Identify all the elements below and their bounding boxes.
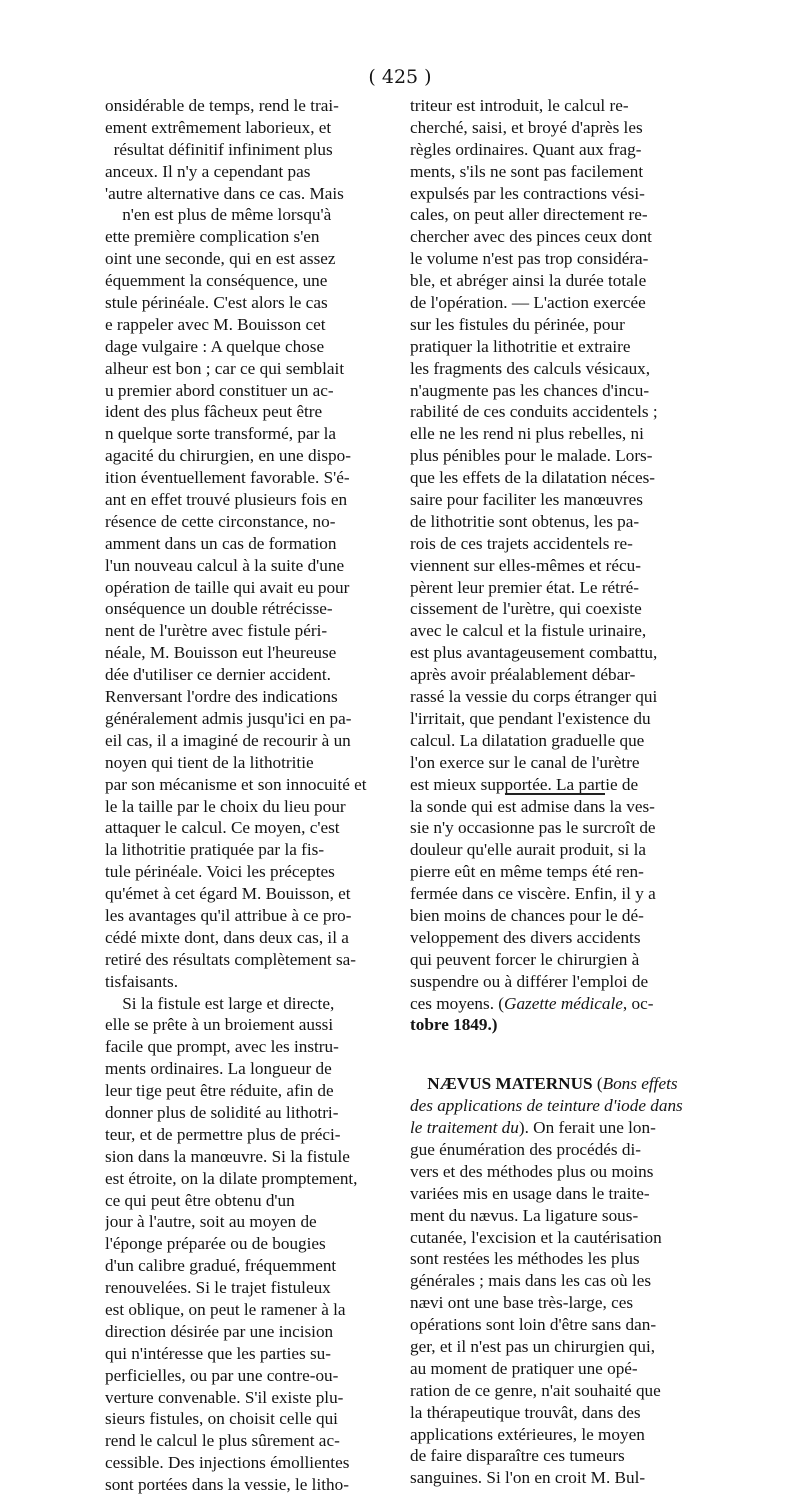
left-column-line: résultat définitif infiniment plus <box>105 139 333 159</box>
article-line: nævi ont une base très-large, ces <box>410 1293 634 1313</box>
left-column-line: agacité du chirurgien, en une dispo- <box>105 446 351 466</box>
right-column-line: ble, et abréger ainsi la durée totale <box>410 271 647 291</box>
right-column-line: avec le calcul et la fistule urinaire, <box>410 621 647 641</box>
right-column-line: après avoir préalablement débar- <box>410 665 636 685</box>
left-column-line: tisfaisants. <box>105 971 179 991</box>
right-column-line: triteur est introduit, le calcul re- <box>410 96 629 115</box>
right-column-line: cherché, saisi, et broyé d'après les <box>410 117 643 137</box>
left-column-line: le la taille par le choix du lieu pour <box>105 796 346 816</box>
citation-tail: , oc- <box>622 993 654 1013</box>
article-heading-line <box>410 1073 695 1095</box>
left-column-line: rend le calcul le plus sûrement ac- <box>105 1431 340 1451</box>
left-column-line: oint une seconde, qui en est assez <box>105 249 336 269</box>
citation-source: Gazette médicale <box>504 993 623 1013</box>
right-column-line: rois de ces trajets accidentels re- <box>410 533 633 553</box>
right-column-line: chercher avec des pinces ceux dont <box>410 227 652 247</box>
right-column-line: expulsés par les contractions vési- <box>410 183 645 203</box>
right-column-line: cales, on peut aller directement re- <box>410 205 648 225</box>
left-column-line: les avantages qu'il attribue à ce pro- <box>105 905 352 925</box>
left-column-line: Si la fistule est large et directe, <box>105 993 335 1013</box>
right-column-line: bien moins de chances pour le dé- <box>410 905 644 925</box>
left-column-line: n quelque sorte transformé, par la <box>105 424 336 444</box>
left-column-line: dée d'utiliser ce dernier accident. <box>105 665 331 685</box>
right-column-line: suspendre ou à différer l'emploi de <box>410 971 649 991</box>
right-column-line: cissement de l'urètre, qui coexiste <box>410 599 642 619</box>
right-column-line: calcul. La dilatation graduelle que <box>410 730 645 750</box>
article-subtitle-3: le traitement du <box>410 1118 519 1138</box>
left-column-line: nent de l'urètre avec fistule péri- <box>105 621 328 641</box>
citation-line <box>410 993 695 1015</box>
right-column-line: ments, s'ils ne sont pas facilement <box>410 161 644 181</box>
left-column-line: équemment la conséquence, une <box>105 271 328 291</box>
left-column-line: n'en est plus de même lorsqu'à <box>105 205 332 225</box>
left-column-line: est étroite, on la dilate promptement, <box>105 1168 358 1188</box>
article-line: au moment de pratiquer une opé- <box>410 1358 638 1378</box>
citation-date: tobre 1849.) <box>410 1015 498 1035</box>
left-column-line: attaquer le calcul. Ce moyen, c'est <box>105 818 340 838</box>
article-line: applications extérieures, le moyen <box>410 1424 645 1444</box>
left-column-line: dage vulgaire : A quelque chose <box>105 336 325 356</box>
article-line: de faire disparaître ces tumeurs <box>410 1446 625 1466</box>
right-column-line: que les effets de la dilatation néces- <box>410 468 655 488</box>
article-body <box>410 1139 695 1489</box>
left-column-line: sion dans la manœuvre. Si la fistule <box>105 1146 350 1166</box>
left-column-line: elle se prête à un broiement aussi <box>105 1015 334 1035</box>
left-column-line: tule périnéale. Voici les préceptes <box>105 862 335 882</box>
left-column-line: l'un nouveau calcul à la suite d'une <box>105 555 345 575</box>
left-column-line: ition éventuellement favorable. S'é- <box>105 468 350 488</box>
right-column-line: l'on exerce sur le canal de l'urètre <box>410 752 640 772</box>
left-column-line: généralement admis jusqu'ici en pa- <box>105 708 352 728</box>
left-column-line: verture convenable. S'il existe plu- <box>105 1387 344 1407</box>
right-column-line: les fragments des calculs vésicaux, <box>410 358 651 378</box>
left-column <box>105 95 400 1496</box>
article-subtitle-close: ). On ferait une lon- <box>518 1118 656 1138</box>
left-column-line: u premier abord constituer un ac- <box>105 380 334 400</box>
left-column-line: leur tige peut être réduite, afin de <box>105 1081 334 1101</box>
right-column-line: elle ne les rend ni plus rebelles, ni <box>410 424 644 444</box>
right-column-line: rabilité de ces conduits accidentels ; <box>410 402 658 422</box>
left-column-line: sont portées dans la vessie, le litho- <box>105 1475 349 1495</box>
right-column-line: sie n'y occasionne pas le surcroît de <box>410 818 656 838</box>
left-column-line: stule périnéale. C'est alors le cas <box>105 293 328 313</box>
left-column-line: facile que prompt, avec les instru- <box>105 1037 339 1057</box>
right-column-line: de l'opération. — L'action exercée <box>410 293 646 313</box>
left-column-line: direction désirée par une incision <box>105 1321 334 1341</box>
right-column-line: saire pour faciliter les manœuvres <box>410 490 643 510</box>
left-column-line: ments ordinaires. La longueur de <box>105 1059 332 1079</box>
right-column-line: veloppement des divers accidents <box>410 927 641 947</box>
left-column-line: donner plus de solidité au lithotri- <box>105 1102 339 1122</box>
left-column-line: jour à l'autre, soit au moyen de <box>105 1212 317 1232</box>
right-column-line: qui peuvent forcer le chirurgien à <box>410 949 640 969</box>
left-column-line: Renversant l'ordre des indications <box>105 687 338 707</box>
article-line: opérations sont loin d'être sans dan- <box>410 1315 657 1335</box>
article-line: vers et des méthodes plus ou moins <box>410 1161 654 1181</box>
left-column-line: alheur est bon ; car ce qui semblait <box>105 358 345 378</box>
right-column-line: rassé la vessie du corps étranger qui <box>410 687 658 707</box>
left-column-line: est oblique, on peut le ramener à la <box>105 1299 346 1319</box>
left-column-line: ement extrêmement laborieux, et <box>105 117 332 137</box>
article-subtitle-line3 <box>410 1117 695 1139</box>
left-column-line: anceux. Il n'y a cependant pas <box>105 161 311 181</box>
article-line: la thérapeutique trouvât, dans des <box>410 1402 641 1422</box>
citation-lead: ces moyens. ( <box>410 993 505 1013</box>
left-column-line: noyen qui tient de la lithotritie <box>105 752 314 772</box>
left-column-line: la lithotritie pratiquée par la fis- <box>105 840 325 860</box>
right-column-line: viennent sur elles-mêmes et récu- <box>410 555 641 575</box>
right-column-line: de lithotritie sont obtenus, les pa- <box>410 511 640 531</box>
left-column-line: opération de taille qui avait eu pour <box>105 577 350 597</box>
left-column-line: renouvelées. Si le trajet fistuleux <box>105 1278 331 1298</box>
left-column-line: cessible. Des injections émollientes <box>105 1453 350 1473</box>
left-column-line: ident des plus fâcheux peut être <box>105 402 323 422</box>
article-line: ger, et il n'est pas un chirurgien qui, <box>410 1336 656 1356</box>
article-line: variées mis en usage dans le traite- <box>410 1183 650 1203</box>
left-column-line: qui n'intéresse que les parties su- <box>105 1343 331 1363</box>
left-column-line: amment dans un cas de formation <box>105 533 337 553</box>
article-line: ment du nævus. La ligature sous- <box>410 1205 639 1225</box>
left-column-line: ant en effet trouvé plusieurs fois en <box>105 490 348 510</box>
left-column-line: eil cas, il a imaginé de recourir à un <box>105 730 351 750</box>
left-column-line: teur, et de permettre plus de préci- <box>105 1124 341 1144</box>
article-line: générales ; mais dans les cas où les <box>410 1271 652 1291</box>
left-column-line: onséquence un double rétrécisse- <box>105 599 333 619</box>
section-gap <box>410 1036 695 1073</box>
left-column-line: néale, M. Bouisson eut l'heureuse <box>105 643 337 663</box>
right-column-line: est plus avantageusement combattu, <box>410 643 658 663</box>
right-column-line: plus pénibles pour le malade. Lors- <box>410 446 653 466</box>
left-column-line: retiré des résultats complètement sa- <box>105 949 357 969</box>
article-heading-paren: ( <box>592 1074 603 1094</box>
article-line: cutanée, l'excision et la cautérisation <box>410 1227 662 1247</box>
right-column-line: le volume n'est pas trop considéra- <box>410 249 649 269</box>
left-column-line: e rappeler avec M. Bouisson cet <box>105 314 326 334</box>
article-line: gue énumération des procédés di- <box>410 1139 641 1159</box>
left-column-line: perficielles, ou par une contre-ou- <box>105 1365 339 1385</box>
left-column-line: cédé mixte dont, dans deux cas, il a <box>105 927 349 947</box>
right-column-line: pierre eût en même temps été ren- <box>410 862 644 882</box>
section-divider <box>505 793 605 795</box>
left-column-line: par son mécanisme et son innocuité et <box>105 774 367 794</box>
article-line: sont restées les méthodes les plus <box>410 1249 640 1269</box>
right-column-line: règles ordinaires. Quant aux frag- <box>410 139 642 159</box>
article-line: sanguines. Si l'on en croit M. Bul- <box>410 1468 646 1488</box>
page-number: ( 425 ) <box>368 66 432 88</box>
left-column-line: qu'émet à cet égard M. Bouisson, et <box>105 884 351 904</box>
left-column-line: ette première complication s'en <box>105 227 320 247</box>
left-column-line: d'un calibre gradué, fréquemment <box>105 1256 337 1276</box>
right-column-text <box>410 95 695 993</box>
left-column-line: onsidérable de temps, rend le trai- <box>105 96 339 115</box>
right-column-line: douleur qu'elle aurait produit, si la <box>410 840 647 860</box>
left-column-line: résence de cette circonstance, no- <box>105 511 336 531</box>
left-column-line: ce qui peut être obtenu d'un <box>105 1190 295 1210</box>
left-column-line: l'éponge préparée ou de bougies <box>105 1234 326 1254</box>
left-column-line: sieurs fistules, on choisit celle qui <box>105 1409 338 1429</box>
right-column-line: est mieux supportée. La partie de <box>410 774 639 794</box>
right-column-line: la sonde qui est admise dans la ves- <box>410 796 655 816</box>
article-subtitle-2: des applications de teinture d'iode dans <box>410 1096 683 1116</box>
article-heading: NÆVUS MATERNUS <box>427 1074 593 1094</box>
right-column-line: sur les fistules du périnée, pour <box>410 314 625 334</box>
article-subtitle-1: Bons effets <box>602 1074 678 1094</box>
left-column-line: 'autre alternative dans ce cas. Mais <box>105 183 344 203</box>
right-column-line: pèrent leur premier état. Le rétré- <box>410 577 640 597</box>
article-naevus <box>410 1073 695 1489</box>
right-column-line: pratiquer la lithotritie et extraire <box>410 336 631 356</box>
right-column-line: fermée dans ce viscère. Enfin, il y a <box>410 884 656 904</box>
right-column-line: n'augmente pas les chances d'incu- <box>410 380 650 400</box>
article-line: ration de ce genre, n'ait souhaité que <box>410 1380 661 1400</box>
right-column-line: l'irritait, que pendant l'existence du <box>410 708 651 728</box>
